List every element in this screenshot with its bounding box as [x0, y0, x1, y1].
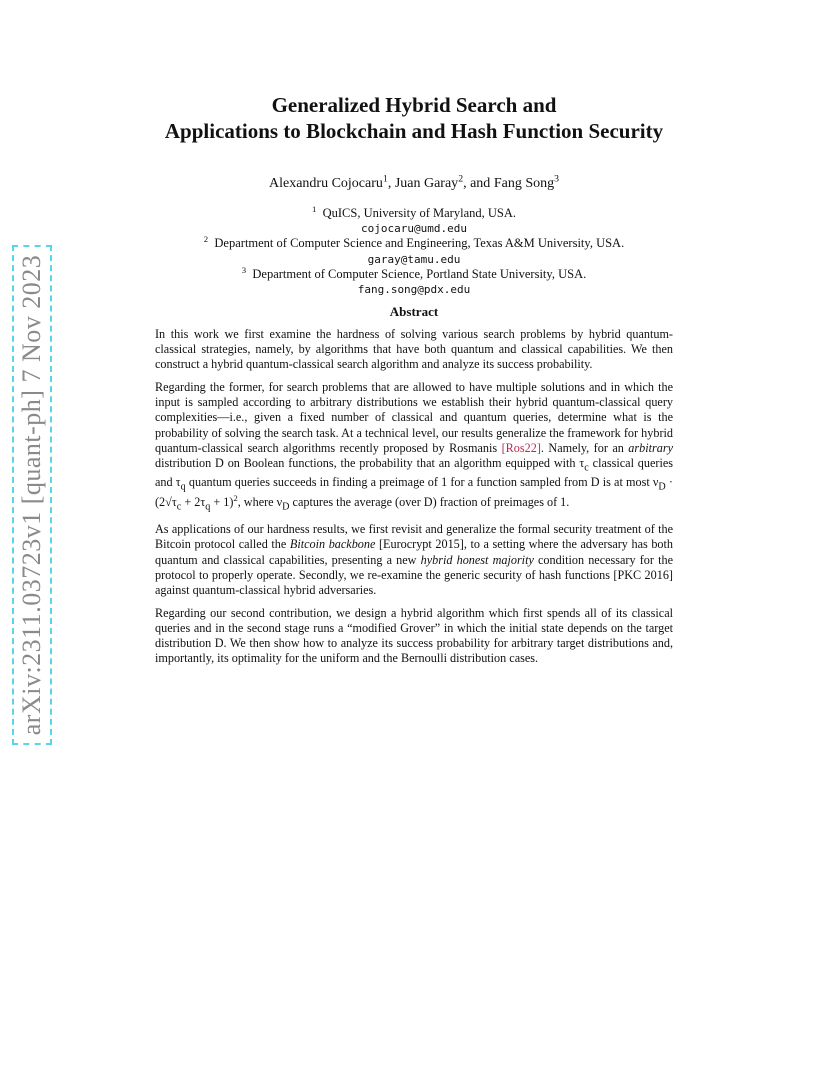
affiliation-3 — [0, 264, 828, 282]
abstract-paragraph-2 — [155, 380, 673, 514]
affil-number: 1 — [311, 203, 317, 214]
abstract-body — [155, 327, 673, 674]
subscript: D — [282, 501, 290, 513]
subscript: D — [658, 481, 666, 493]
text-run: captures the average (over D) fraction of preimages of 1. — [289, 494, 570, 509]
affil-number: 3 — [241, 264, 247, 275]
abstract-paragraph-1: In this work we first examine the hardness of solving various search problems by hybrid quantum-classical strategies, namely, by algorithms that have both quantum and classical capabilities. We then construct a hybrid quantum-classical search algorithm and analyze its success probability. — [155, 327, 673, 372]
subscript: q — [205, 501, 211, 513]
text-run: [Eurocrypt 2015], to a setting where the adversary has both quantum and classical capabilities, presenting a new — [155, 537, 673, 567]
title-line-2: Applications to Blockchain and Hash Function Security — [164, 119, 664, 143]
superscript: 2 — [233, 492, 238, 503]
email-3[interactable]: fang.song@pdx.edu — [357, 283, 471, 297]
affil-name: Department of Computer Science, Portland State University, USA. — [252, 266, 587, 281]
affil-number: 2 — [203, 234, 209, 245]
author-1-affil: 1 — [382, 173, 388, 185]
text-run: distribution D on Boolean functions, the probability that an algorithm equipped with τ — [155, 455, 585, 470]
emphasis: Bitcoin backbone — [289, 537, 376, 552]
arxiv-side-stamp — [12, 245, 52, 745]
author-list: Alexandru Cojocaru$^1$, Juan Garay$^2$, and Fang Song$^3$ — [268, 173, 560, 191]
text-run: + 2τ — [181, 494, 206, 509]
text-run: + 1) — [210, 494, 234, 509]
abstract-paragraph-3 — [155, 522, 673, 597]
author-3-affil: 3 — [554, 173, 560, 185]
text-run: · (2√τ — [155, 475, 673, 509]
subscript: c — [584, 462, 589, 474]
author-2: Juan Garay — [394, 176, 459, 191]
emphasis: hybrid honest majority — [420, 552, 534, 567]
affil-name: QuICS, University of Maryland, USA. — [322, 206, 516, 220]
email-1[interactable]: cojocaru@umd.edu — [361, 222, 467, 236]
affil-name: Department of Computer Science and Engineering, Texas A&M University, USA. — [214, 236, 625, 251]
text-run: condition necessary for the protocol to properly operate. Secondly, we re-examine the generic security of hash functions [PKC 2016] against quantum-classical hybrid adversaries. — [155, 552, 673, 597]
emphasis: arbitrary — [628, 440, 673, 455]
abstract-paragraph-4: Regarding our second contribution, we design a hybrid algorithm which first spends all of its classical queries and in the second stage runs a “modified Grover” in which the initial state depends on the target distribution D. We then show how to analyze its success probability for arbitrary target distributions and, importantly, its optimality for the uniform and the Bernoulli distribution cases. — [155, 605, 673, 666]
author-2-affil: 2 — [458, 173, 464, 185]
affiliations — [0, 203, 828, 297]
citation-link[interactable]: [Ros22] — [501, 440, 541, 455]
title-line-1: Generalized Hybrid Search and — [271, 93, 557, 117]
email-2[interactable]: garay@tamu.edu — [367, 252, 461, 266]
text-run: classical queries and τ — [155, 455, 674, 490]
subscript: q — [180, 481, 186, 493]
author-3: Fang Song — [493, 176, 555, 191]
affiliation-2 — [0, 236, 828, 251]
author-1: Alexandru Cojocaru — [268, 176, 383, 191]
text-run: , where ν — [237, 494, 283, 509]
affiliation-1 — [0, 203, 828, 221]
text-run: As applications of our hardness results, we first revisit and generalize the formal security treatment of the Bitcoin protocol called the — [155, 522, 673, 552]
arxiv-id: arXiv:2311.03723v1 [quant-ph] 7 Nov 2023 — [17, 254, 46, 736]
text-run: . Namely, for an — [540, 440, 629, 455]
subscript: c — [176, 501, 182, 513]
abstract-heading: Abstract — [389, 304, 439, 319]
paper-title — [0, 92, 828, 144]
text-run: Regarding the former, for search problems that are allowed to have multiple solutions and in which the input is sampled according to arbitrary distributions we establish their hybrid quantum-classical query complexities—i.e., given a fixed number of classical and quantum queries, determine what is the probability of solving the search task. At a technical level, our results generalize the framework for hybrid quantum-classical search algorithms recently proposed by Rosmanis — [155, 380, 673, 455]
text-run: quantum queries succeeds in finding a preimage of 1 for a function sampled from D is at most ν — [185, 475, 659, 490]
